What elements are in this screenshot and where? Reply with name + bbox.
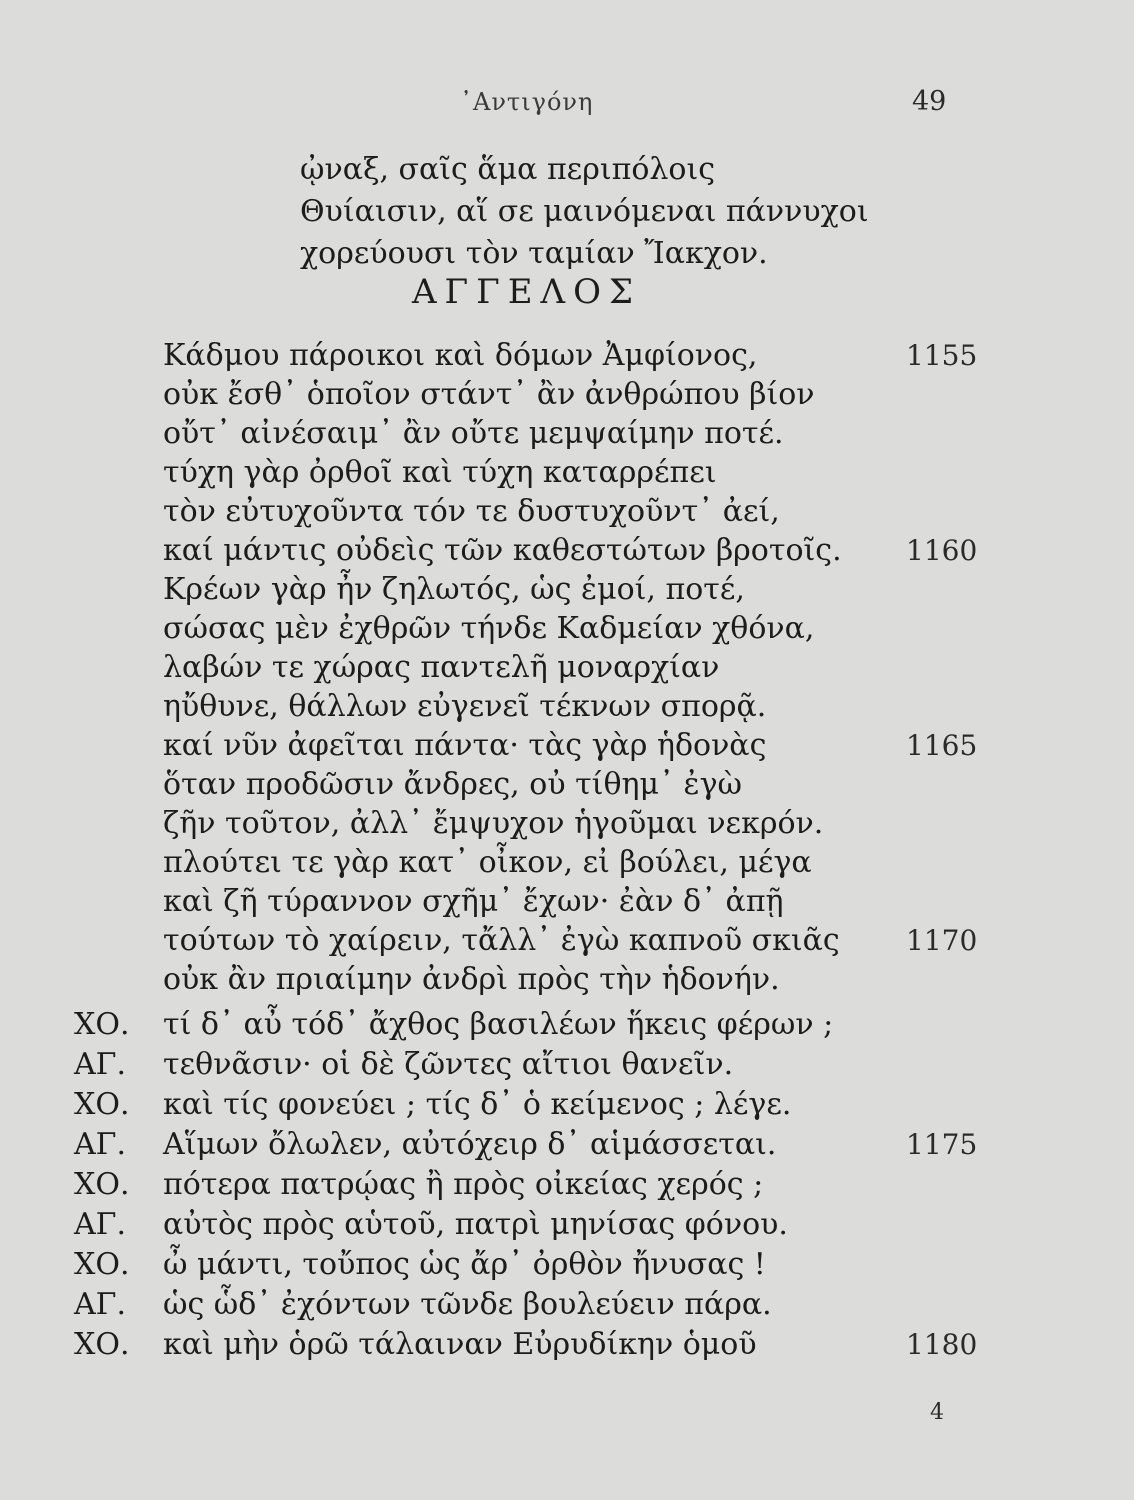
verse-text: τί δ᾿ αὖ τόδ᾿ ἄχθος βασιλέων ἥκεις φέρων ; [163, 1007, 834, 1042]
verse-text: πλούτει τε γὰρ κατ᾿ οἶκον, εἰ βούλει, μέγα [163, 845, 812, 880]
opening-line: Θυίαισιν, αἵ σε μαινόμεναι πάννυχοι [300, 194, 869, 229]
verse-text: ζῆν τοῦτον, ἀλλ᾿ ἔμψυχον ἡγοῦμαι νεκρόν. [163, 806, 824, 841]
verse-text: Κάδμου πάροικοι καὶ δόμων Ἀμφίονος, [163, 338, 758, 373]
opening-line: χορεύουσι τὸν ταμίαν Ἴακχον. [300, 236, 768, 271]
line-number: 1170 [906, 924, 978, 957]
verse-text: τὸν εὐτυχοῦντα τόν τε δυστυχοῦντ᾿ ἀεί, [163, 494, 780, 529]
speaker-label: ΧΟ. [74, 1327, 130, 1362]
verse-text: ὡς ὧδ᾿ ἐχόντων τῶνδε βουλεύειν πάρα. [163, 1287, 772, 1322]
speaker-label: ΑΓ. [74, 1287, 127, 1322]
verse-text: οὔτ᾿ αἰνέσαιμ᾿ ἂν οὔτε μεμψαίμην ποτέ. [163, 416, 784, 451]
opening-line: ᾠναξ, σαῖς ἅμα περιπόλοις [300, 152, 716, 187]
speaker-label: ΧΟ. [74, 1247, 130, 1282]
line-number: 1155 [906, 339, 978, 372]
section-heading: ΑΓΓΕΛΟΣ [412, 272, 642, 312]
verse-text: ηὔθυνε, θάλλων εὐγενεῖ τέκνων σπορᾷ. [163, 689, 767, 724]
speaker-label: ΧΟ. [74, 1167, 130, 1202]
line-number: 1180 [906, 1328, 978, 1361]
verse-text: οὐκ ἂν πριαίμην ἀνδρὶ πρὸς τὴν ἡδονήν. [163, 962, 780, 997]
verse-text: Κρέων γὰρ ἦν ζηλωτός, ὡς ἐμοί, ποτέ, [163, 572, 745, 607]
verse-text: καί νῦν ἀφεῖται πάντα· τὰς γὰρ ἡδονὰς [163, 728, 767, 763]
signature-mark: 4 [930, 1400, 944, 1425]
verse-text: Αἵμων ὄλωλεν, αὐτόχειρ δ᾿ αἱμάσσεται. [163, 1127, 777, 1162]
running-head-title: ᾿Αντιγόνη [460, 88, 594, 116]
verse-text: αὐτὸς πρὸς αὑτοῦ, πατρὶ μηνίσας φόνου. [163, 1207, 788, 1242]
verse-text: ὦ μάντι, τοὔπος ὡς ἄρ᾿ ὀρθὸν ἤνυσας ! [163, 1247, 766, 1282]
verse-text: καί μάντις οὐδεὶς τῶν καθεστώτων βροτοῖς. [163, 533, 842, 568]
line-number: 1175 [906, 1128, 978, 1161]
verse-text: καὶ ζῆ τύραννον σχῆμ᾿ ἔχων· ἐὰν δ᾿ ἀπῇ [163, 884, 784, 919]
speaker-label: ΧΟ. [74, 1007, 130, 1042]
verse-text: καὶ μὴν ὁρῶ τάλαιναν Εὐρυδίκην ὁμοῦ [163, 1327, 757, 1362]
verse-text: τεθνᾶσιν· οἱ δὲ ζῶντες αἴτιοι θανεῖν. [163, 1047, 734, 1082]
page-number: 49 [912, 86, 947, 117]
verse-text: σώσας μὲν ἐχθρῶν τήνδε Καδμείαν χθόνα, [163, 611, 815, 646]
verse-text: τύχη γὰρ ὀρθοῖ καὶ τύχη καταρρέπει [163, 455, 717, 490]
speaker-label: ΧΟ. [74, 1087, 130, 1122]
line-number: 1165 [906, 729, 978, 762]
verse-text: πότερα πατρῴας ἢ πρὸς οἰκείας χερός ; [163, 1167, 764, 1202]
verse-text: καὶ τίς φονεύει ; τίς δ᾿ ὁ κείμενος ; λέγε. [163, 1087, 792, 1122]
verse-text: ὅταν προδῶσιν ἄνδρες, οὐ τίθημ᾿ ἐγὼ [163, 767, 743, 802]
line-number: 1160 [906, 534, 978, 567]
speaker-label: ΑΓ. [74, 1207, 127, 1242]
speaker-label: ΑΓ. [74, 1047, 127, 1082]
speaker-label: ΑΓ. [74, 1127, 127, 1162]
verse-text: τούτων τὸ χαίρειν, τἄλλ᾿ ἐγὼ καπνοῦ σκιᾶς [163, 923, 840, 958]
verse-text: λαβών τε χώρας παντελῆ μοναρχίαν [163, 650, 720, 685]
verse-text: οὐκ ἔσθ᾿ ὁποῖον στάντ᾿ ἂν ἀνθρώπου βίον [163, 377, 815, 412]
